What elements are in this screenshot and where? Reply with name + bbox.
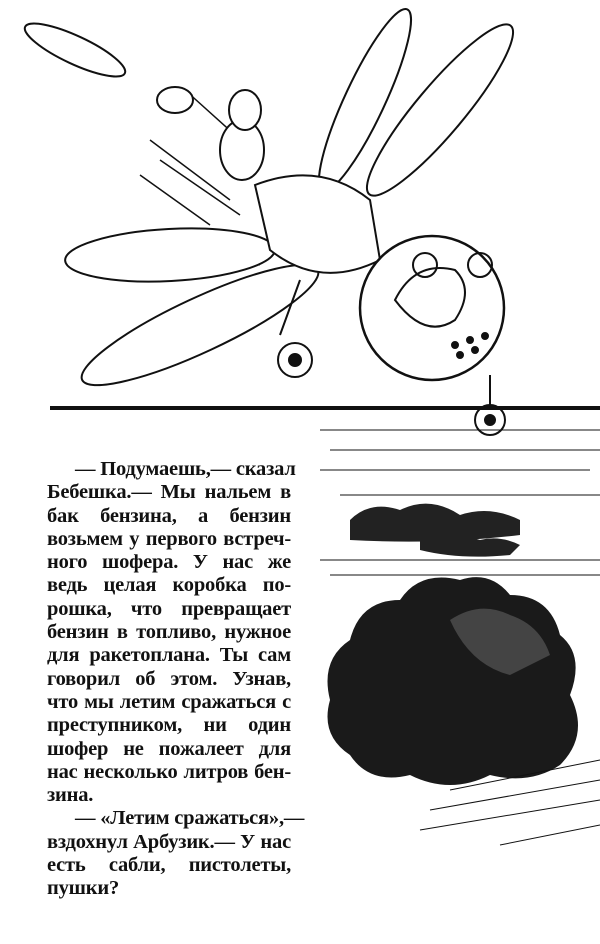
text-line: для ракетоплана. Ты сам — [47, 644, 291, 667]
text-line: вздохнул Арбузик.— У нас — [47, 830, 291, 853]
foreground-trees — [328, 577, 579, 785]
text-line: ного шофера. У нас же — [47, 551, 291, 574]
text-line: есть сабли, пистолеты, — [47, 854, 291, 877]
text-line: — Подумаешь,— сказал — [75, 458, 296, 480]
text-line: зина. — [47, 784, 94, 807]
text-line: что мы летим сражаться с — [47, 690, 291, 713]
text-line: возьмем у первого встреч- — [47, 527, 291, 550]
text-line: Бебешка.— Мы нальем в — [47, 481, 291, 504]
distant-trees — [350, 504, 520, 557]
text-line: шофер не пожалеет для — [47, 737, 291, 760]
text-line: бак бензина, а бензин — [47, 504, 291, 527]
text-line: бензин в топливо, нужное — [47, 621, 291, 644]
story-text — [47, 458, 305, 901]
text-line: пушки? — [47, 877, 120, 900]
paragraph — [47, 458, 296, 807]
paragraph — [47, 807, 305, 900]
text-line: преступником, ни один — [47, 714, 291, 737]
text-line: говорил об этом. Узнав, — [47, 667, 291, 690]
text-line: — «Летим сражаться»,— — [75, 807, 305, 830]
text-line: ведь целая коробка по- — [47, 574, 291, 597]
text-line: рошка, что превращает — [47, 597, 291, 620]
text-line: нас несколько литров бен- — [47, 760, 291, 783]
